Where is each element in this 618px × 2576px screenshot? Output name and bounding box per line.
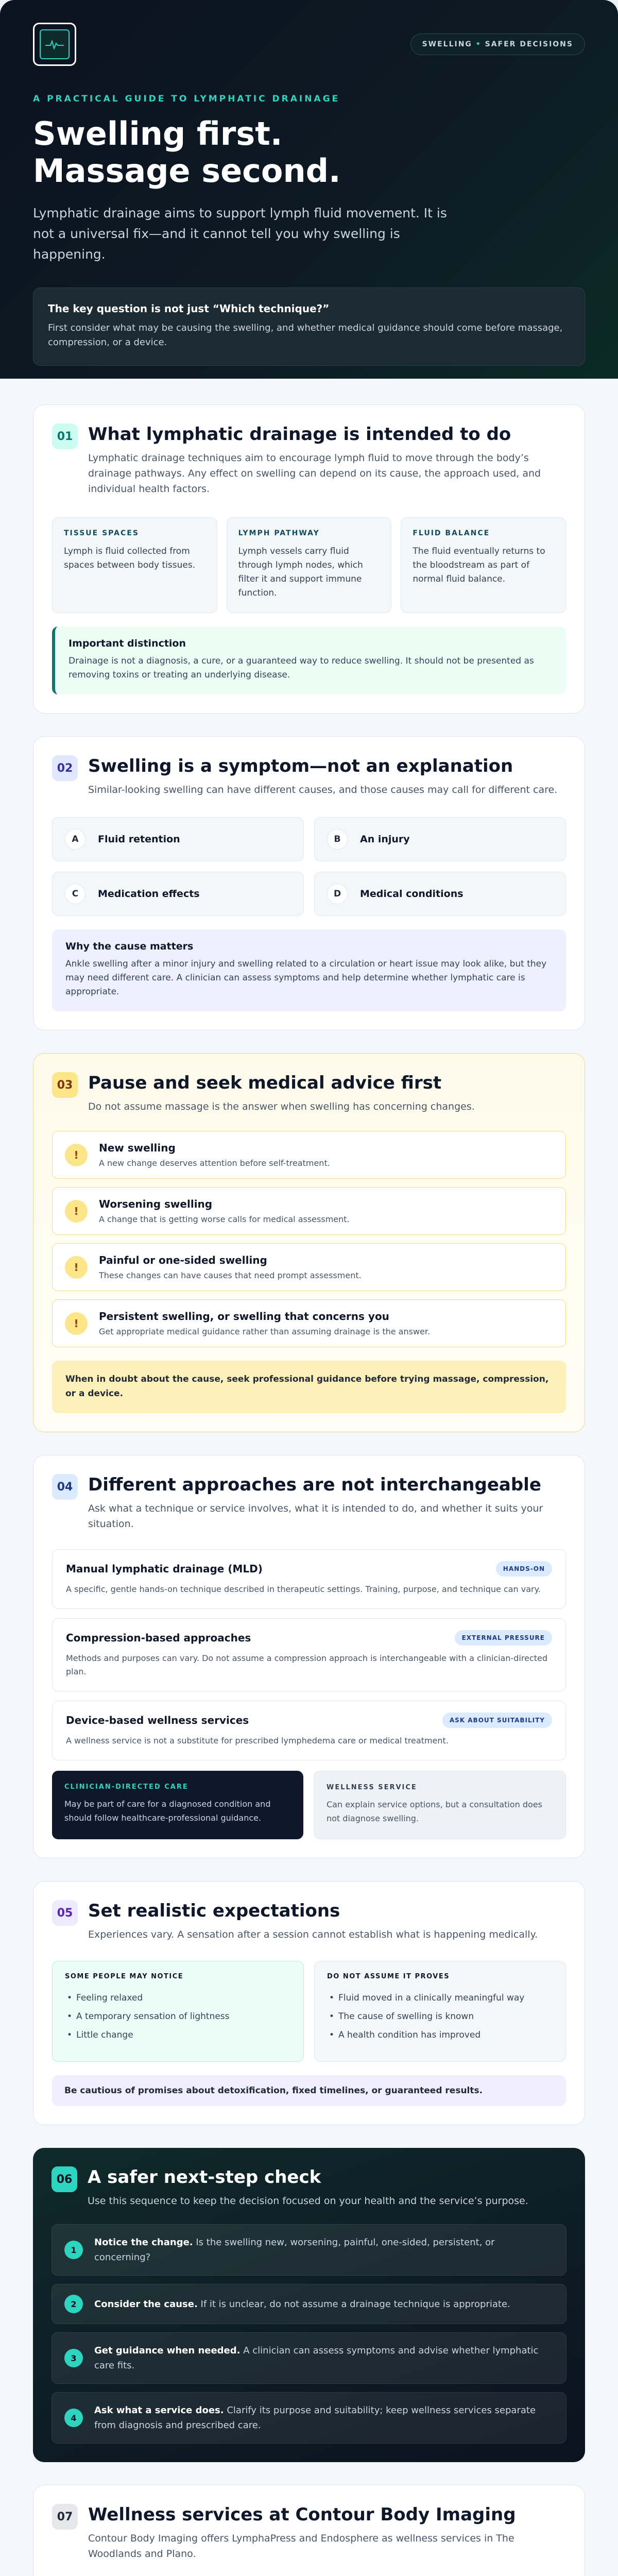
topic-pill: [410, 33, 585, 55]
section-number: 07: [52, 2504, 78, 2530]
approach-title: Manual lymphatic drainage (MLD): [66, 1563, 263, 1575]
hero-callout: [33, 287, 585, 366]
step-text: Is the swelling new, worsening, painful, one-sided, persistent, or concerning?: [94, 2237, 495, 2263]
column-key: DO NOT ASSUME IT PROVES: [327, 1973, 450, 1980]
approach-badge: HANDS-ON: [496, 1561, 552, 1577]
tile-value: Lymph is fluid collected from spaces between body tissues.: [64, 546, 196, 570]
alert-icon: !: [65, 1200, 88, 1223]
step-item: [52, 2284, 566, 2324]
cause-label: Medication effects: [98, 888, 200, 900]
section-head: [52, 1899, 566, 1942]
lymph-tile: [401, 517, 566, 613]
warning-title: New swelling: [99, 1142, 176, 1154]
section-subtitle: Lymphatic drainage techniques aim to encourage lymph fluid to move through the body’s drainage pathways. Any effect on swelling can depend on its cause, the approach used, and individual health factors.: [88, 452, 541, 495]
warning-item: [52, 1131, 566, 1179]
section-symptom: [33, 736, 585, 1030]
approach-title: Device-based wellness services: [66, 1714, 249, 1726]
section-head: [52, 754, 566, 798]
section-number: 05: [52, 1900, 78, 1926]
tile-value: Lymph vessels carry fluid through lymph nodes, which filter it and support immune function.: [238, 546, 363, 598]
alert-icon: !: [65, 1144, 88, 1166]
list-item: • Feeling relaxed: [65, 1989, 291, 2007]
approach-title: Compression-based approaches: [66, 1632, 251, 1644]
section-head: [52, 1071, 566, 1114]
topic-pill-sep: •: [475, 40, 482, 48]
warning-title: Worsening swelling: [99, 1198, 213, 1210]
section-subtitle: Contour Body Imaging offers LymphaPress and Endosphere as wellness services in The Woodlands and Plano.: [88, 2533, 514, 2560]
caution-note: Be cautious of promises about detoxification, fixed timelines, or guaranteed results.: [52, 2075, 566, 2106]
section-number: 01: [52, 423, 78, 449]
hero-callout-text: First consider what may be causing the swelling, and whether medical guidance should come before massage, compression, or a device.: [48, 323, 563, 348]
care-card: [52, 1771, 303, 1839]
note-text: Drainage is not a diagnosis, a cure, or a guaranteed way to reduce swelling. It should not be presented as removing toxins or treating an underlying disease.: [68, 656, 534, 680]
cause-label: Medical conditions: [360, 888, 464, 900]
cause-letter: D: [327, 884, 348, 904]
step-number: 1: [64, 2241, 83, 2259]
tile-key: LYMPH PATHWAY: [238, 529, 320, 537]
care-card: [314, 1771, 566, 1839]
cause-item: [314, 817, 566, 861]
note-title: Why the cause matters: [65, 941, 194, 952]
approach-text: Methods and purposes can vary. Do not assume a compression approach is interchangeable with a clinician-directed plan.: [66, 1653, 547, 1676]
section-title: Different approaches are not interchangeable: [88, 1475, 541, 1495]
warning-text: A change that is getting worse calls for medical assessment.: [99, 1214, 350, 1224]
cause-note: [52, 929, 566, 1011]
warning-list: [52, 1131, 566, 1347]
content: [0, 379, 618, 2576]
step-lead: Notice the change.: [94, 2237, 193, 2248]
step-number: 2: [64, 2295, 83, 2313]
list-item: • A temporary sensation of lightness: [65, 2007, 291, 2026]
approach-text: A specific, gentle hands-on technique described in therapeutic settings. Training, purpose, and technique can vary.: [66, 1584, 541, 1594]
approach-text: A wellness service is not a substitute for prescribed lymphedema care or medical treatment.: [66, 1736, 449, 1745]
section-head: [52, 2165, 566, 2209]
section-expectations: [33, 1881, 585, 2125]
alert-icon: !: [65, 1312, 88, 1335]
hero-eyebrow: A PRACTICAL GUIDE TO LYMPHATIC DRAINAGE: [33, 94, 340, 104]
cause-label: An injury: [360, 834, 410, 845]
hero-title-line: Massage second.: [33, 152, 341, 190]
care-comparison: [52, 1771, 566, 1839]
care-key: WELLNESS SERVICE: [327, 1784, 417, 1791]
section-number: 02: [52, 755, 78, 781]
step-text: If it is unclear, do not assume a drainage technique is appropriate.: [197, 2298, 510, 2310]
section-title: Wellness services at Contour Body Imaging: [88, 2504, 516, 2525]
section-head: [52, 1473, 566, 1532]
warning-title: Persistent swelling, or swelling that concerns you: [99, 1310, 389, 1323]
section-number: 03: [52, 1072, 78, 1098]
tile-value: The fluid eventually returns to the bloodstream as part of normal fluid balance.: [413, 546, 545, 584]
section-intended: [33, 404, 585, 714]
warning-text: A new change deserves attention before self-treatment.: [99, 1158, 330, 1168]
cause-item: [52, 872, 304, 916]
section-title: Set realistic expectations: [88, 1901, 340, 1921]
section-subtitle: Similar-looking swelling can have different causes, and those causes may call for different care.: [88, 784, 558, 795]
lymph-tile: [52, 517, 217, 613]
step-text: A clinician can assess symptoms and advise whether lymphatic care fits.: [94, 2345, 539, 2371]
distinction-note: [52, 626, 566, 694]
section-number: 06: [52, 2166, 77, 2192]
pulse-icon: [40, 29, 70, 59]
section-title: A safer next-step check: [88, 2167, 321, 2188]
hero-title-line: Swelling first.: [33, 115, 283, 152]
section-subtitle: Ask what a technique or service involves, what it is intended to do, and whether it suits your situation.: [88, 1503, 543, 1530]
section-number: 04: [52, 1474, 78, 1500]
step-lead: Get guidance when needed.: [94, 2345, 241, 2356]
warning-item: [52, 1243, 566, 1291]
section-head: [52, 422, 566, 497]
section-head: [52, 2503, 566, 2562]
section-pause: [33, 1053, 585, 1432]
topic-pill-item: SAFER DECISIONS: [485, 40, 573, 48]
lymph-tile: [227, 517, 392, 613]
tile-key: FLUID BALANCE: [413, 529, 490, 537]
step-item: [52, 2224, 566, 2276]
notice-column: [52, 1961, 304, 2062]
logo: [33, 23, 76, 66]
warning-item: [52, 1187, 566, 1235]
topic-pill-item: SWELLING: [422, 40, 472, 48]
approach-item: [52, 1618, 566, 1691]
section-services: [33, 2485, 585, 2576]
section-subtitle: Use this sequence to keep the decision focused on your health and the service’s purpose.: [88, 2195, 528, 2207]
note-title: Important distinction: [68, 638, 186, 649]
care-text: May be part of care for a diagnosed condition and should follow healthcare-professional guidance.: [64, 1799, 271, 1823]
column-key: SOME PEOPLE MAY NOTICE: [65, 1973, 184, 1980]
step-list: [52, 2224, 566, 2444]
cause-letter: B: [327, 829, 348, 850]
cause-letter: A: [65, 829, 85, 850]
section-approaches: [33, 1455, 585, 1858]
hero-top: [33, 23, 585, 66]
step-number: 4: [64, 2409, 83, 2427]
approach-list: [52, 1549, 566, 1760]
tile-key: TISSUE SPACES: [64, 529, 139, 537]
approach-badge: ASK ABOUT SUITABILITY: [442, 1713, 552, 1728]
hero: [0, 0, 618, 379]
list-item: • A health condition has improved: [327, 2026, 553, 2044]
section-subtitle: Do not assume massage is the answer when swelling has concerning changes.: [88, 1101, 475, 1112]
section-subtitle: Experiences vary. A sensation after a session cannot establish what is happening medically.: [88, 1929, 538, 1940]
section-title: What lymphatic drainage is intended to do: [88, 424, 511, 445]
list-item: • Little change: [65, 2026, 291, 2044]
cause-grid: [52, 817, 566, 916]
cause-label: Fluid retention: [98, 834, 180, 845]
step-number: 3: [64, 2349, 83, 2367]
approach-badge: EXTERNAL PRESSURE: [455, 1630, 552, 1646]
note-text: Ankle swelling after a minor injury and swelling related to a circulation or heart issue may look alike, but they may need different care. A clinician can assess symptoms and help determine whether lymphatic care is appropriate.: [65, 959, 547, 997]
section-title: Pause and seek medical advice first: [88, 1073, 442, 1093]
cause-letter: C: [65, 884, 85, 904]
hero-title: [33, 115, 585, 190]
step-lead: Ask what a service does.: [94, 2405, 224, 2416]
hero-lede: Lymphatic drainage aims to support lymph fluid movement. It is not a universal fix—and it cannot tell you why swelling is happening.: [33, 206, 447, 262]
warning-text: Get appropriate medical guidance rather than assuming drainage is the answer.: [99, 1327, 431, 1336]
proves-column: [314, 1961, 566, 2062]
list-item: • The cause of swelling is known: [327, 2007, 553, 2026]
warning-item: [52, 1299, 566, 1347]
doubt-note: When in doubt about the cause, seek professional guidance before trying massage, compression, or a device.: [52, 1361, 566, 1413]
hero-callout-title: The key question is not just “Which technique?”: [48, 302, 330, 315]
list-item: • Fluid moved in a clinically meaningful way: [327, 1989, 553, 2007]
section-next-step: [33, 2148, 585, 2462]
warning-title: Painful or one-sided swelling: [99, 1254, 267, 1266]
care-key: CLINICIAN-DIRECTED CARE: [64, 1783, 188, 1791]
warning-text: These changes can have causes that need prompt assessment.: [99, 1270, 362, 1280]
step-item: [52, 2392, 566, 2444]
approach-item: [52, 1701, 566, 1760]
step-item: [52, 2332, 566, 2384]
lymph-tiles: [52, 517, 566, 613]
step-lead: Consider the cause.: [94, 2298, 198, 2310]
care-text: Can explain service options, but a consultation does not diagnose swelling.: [327, 1800, 542, 1823]
cause-item: [314, 872, 566, 916]
expectation-columns: [52, 1961, 566, 2062]
approach-item: [52, 1549, 566, 1609]
section-title: Swelling is a symptom—not an explanation: [88, 756, 513, 776]
alert-icon: !: [65, 1256, 88, 1279]
cause-item: [52, 817, 304, 861]
step-text: Clarify its purpose and suitability; keep wellness services separate from diagnosis and prescribed care.: [94, 2405, 536, 2431]
